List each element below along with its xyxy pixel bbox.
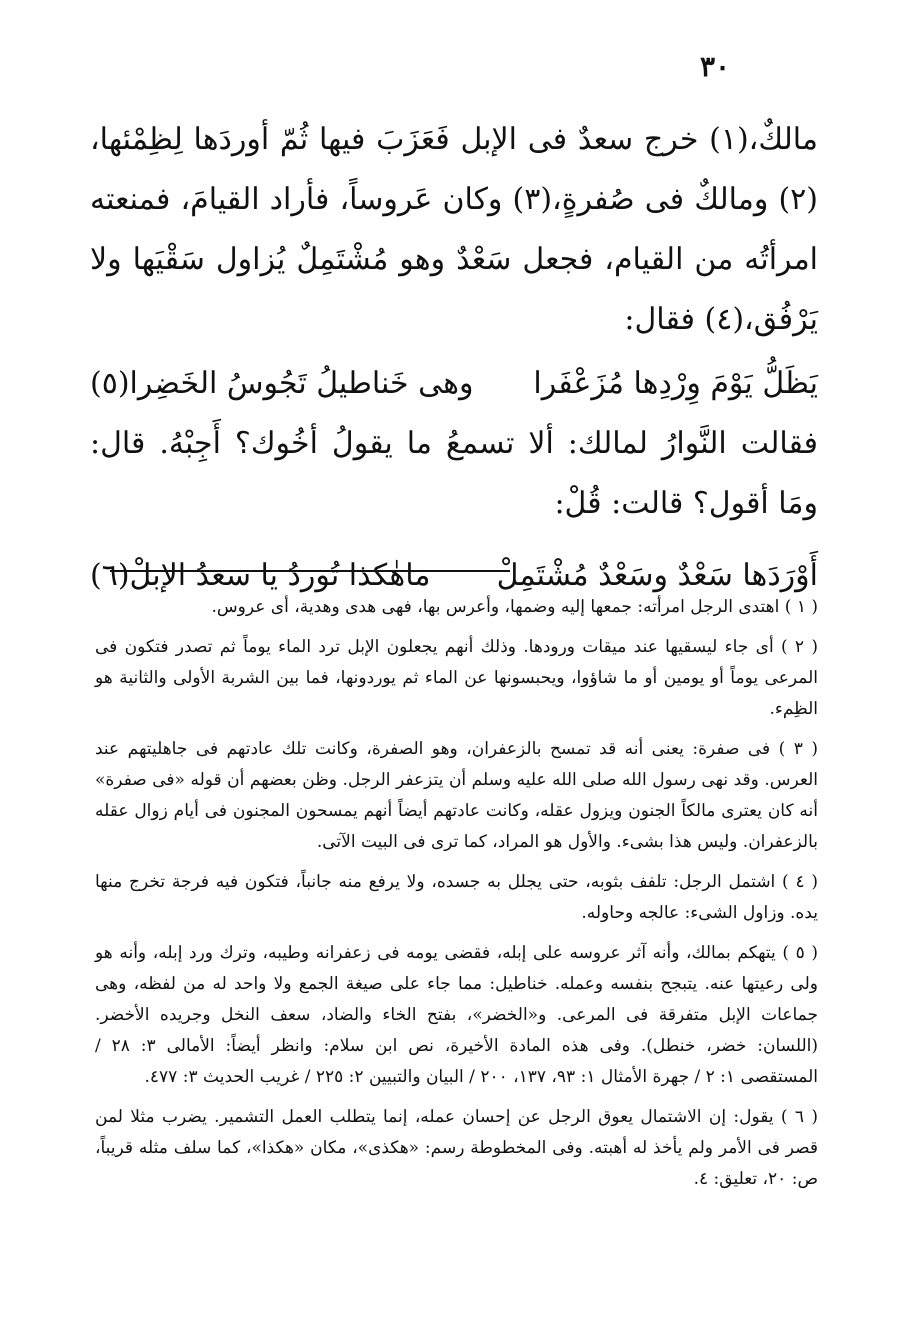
verse-2-first-hemistich: أَوْرَدَها سَعْدٌ وسَعْدٌ مُشْتَمِلْ: [496, 558, 818, 593]
verse-1-first-hemistich: يَظَلُّ يَوْمَ وِرْدِها مُزَعْفَرا: [533, 366, 818, 401]
footnote-5: ( ٥ ) يتهكم بمالك، وأنه آثر عروسه على إبله، فقضى يومه فى زعفرانه وطيبه، وترك ورد إبله، وأنه هو ولى رعيتها عنه. يتبجح بنفسه وعمله. خناطيل: مما جاء على صيغة الجمع ولا واحد له من لفظه، وهى جماعات الإبل متفرقة فى المرعى. و«الخضر»، بفتح الخاء والضاد، سعف النخل وجريده الأخضر. (اللسان: خضر، خنطل). وفى هذه المادة الأخيرة، نص ابن سلام: وانظر أيضاً: الأمالى ٣: ٢٨ / المستقصى ١: ٢ / جهرة الأمثال ١: ٩٣، ١٣٧، ٢٠٠ / البيان والتبيين ٢: ٢٢٥ / غريب الحديث ٣: ٤٧٧.: [95, 943, 819, 1087]
main-text: [90, 110, 818, 606]
verse-1-second-hemistich: وهى خَناطيلُ تَجُوسُ الخَضِرا(٥): [90, 366, 474, 401]
footnotes: [95, 592, 818, 1204]
footnote-1: ( ١ ) اهتدى الرجل امرأته: جمعها إليه وضمها، وأعرس بها، فهى هدى وهدية، أى عروس.: [211, 597, 818, 617]
footnote-2: ( ٢ ) أى جاء ليسقيها عند ميقات ورودها. وذلك أنهم يجعلون الإبل ترد الماء يوماً ثم تصدر فتكون فى المرعى يوماً أو يومين أو ما شاؤوا، ويحبسونها عن الماء ثم يوردونها، فما بين الشربة الأولى والثانية هو الظِمء.: [95, 637, 818, 719]
page-number: ٣٠: [700, 50, 731, 83]
verse-1: [90, 354, 818, 414]
paragraph-1: مالكٌ،(١) خرج سعدٌ فى الإبل فَعَزَبَ فيها ثُمّ أوردَها لِظِمْئها،(٢) ومالكٌ فى صُفرةٍ،(٣) وكان عَروساً، فأراد القيامَ، فمنعته امرأتُه من القيام، فجعل سَعْدٌ وهو مُشْتَمِلٌ يُزاول سَقْيَها ولا يَرْفُق،(٤) فقال:: [90, 122, 818, 337]
footnote-4: ( ٤ ) اشتمل الرجل: تلفف بثوبه، حتى يجلل به جسده، ولا يرفع منه جانباً، فتكون فيه فرجة تخرج منها يده. وزاول الشىء: عالجه وحاوله.: [95, 872, 818, 923]
footnote-3: ( ٣ ) فى صفرة: يعنى أنه قد تمسح بالزعفران، وهو الصفرة، وكانت تلك عادتهم فى جاهليتهم عند العرس. وقد نهى رسول الله صلى الله عليه وسلم أن يتزعفر الرجل. وظن بعضهم أن قوله «فى صفرة» أنه كان يعترى مالكاً الجنون ويزول عقله، وكانت عادتهم أيضاً أنهم يمسحون المجنون فى أيام زوال عقله بالزعفران. وليس هذا بشىء. والأول هو المراد، كما ترى فى البيت الآتى.: [95, 739, 818, 852]
footnote-divider: [110, 570, 510, 572]
footnote-6: ( ٦ ) يقول: إن الاشتمال يعوق الرجل عن إحسان عمله، إنما يتطلب العمل التشمير. يضرب مثلا لمن قصر فى الأمر ولم يأخذ له أهبته. وفى المخطوطة رسم: «هكذى»، مكان «هكذا»، كما سلف مثله قريباً، ص: ٢٠، تعليق: ٤.: [95, 1107, 818, 1189]
paragraph-2: فقالت النَّوارُ لمالك: ألا تسمعُ ما يقولُ أخُوك؟ أَجِبْهُ. قال: ومَا أقول؟ قالت: قُلْ:: [90, 426, 818, 521]
verse-2-second-hemistich: ماهٰكذا تُوردُ يا سعدُ الإبلْ(٦): [90, 558, 431, 593]
